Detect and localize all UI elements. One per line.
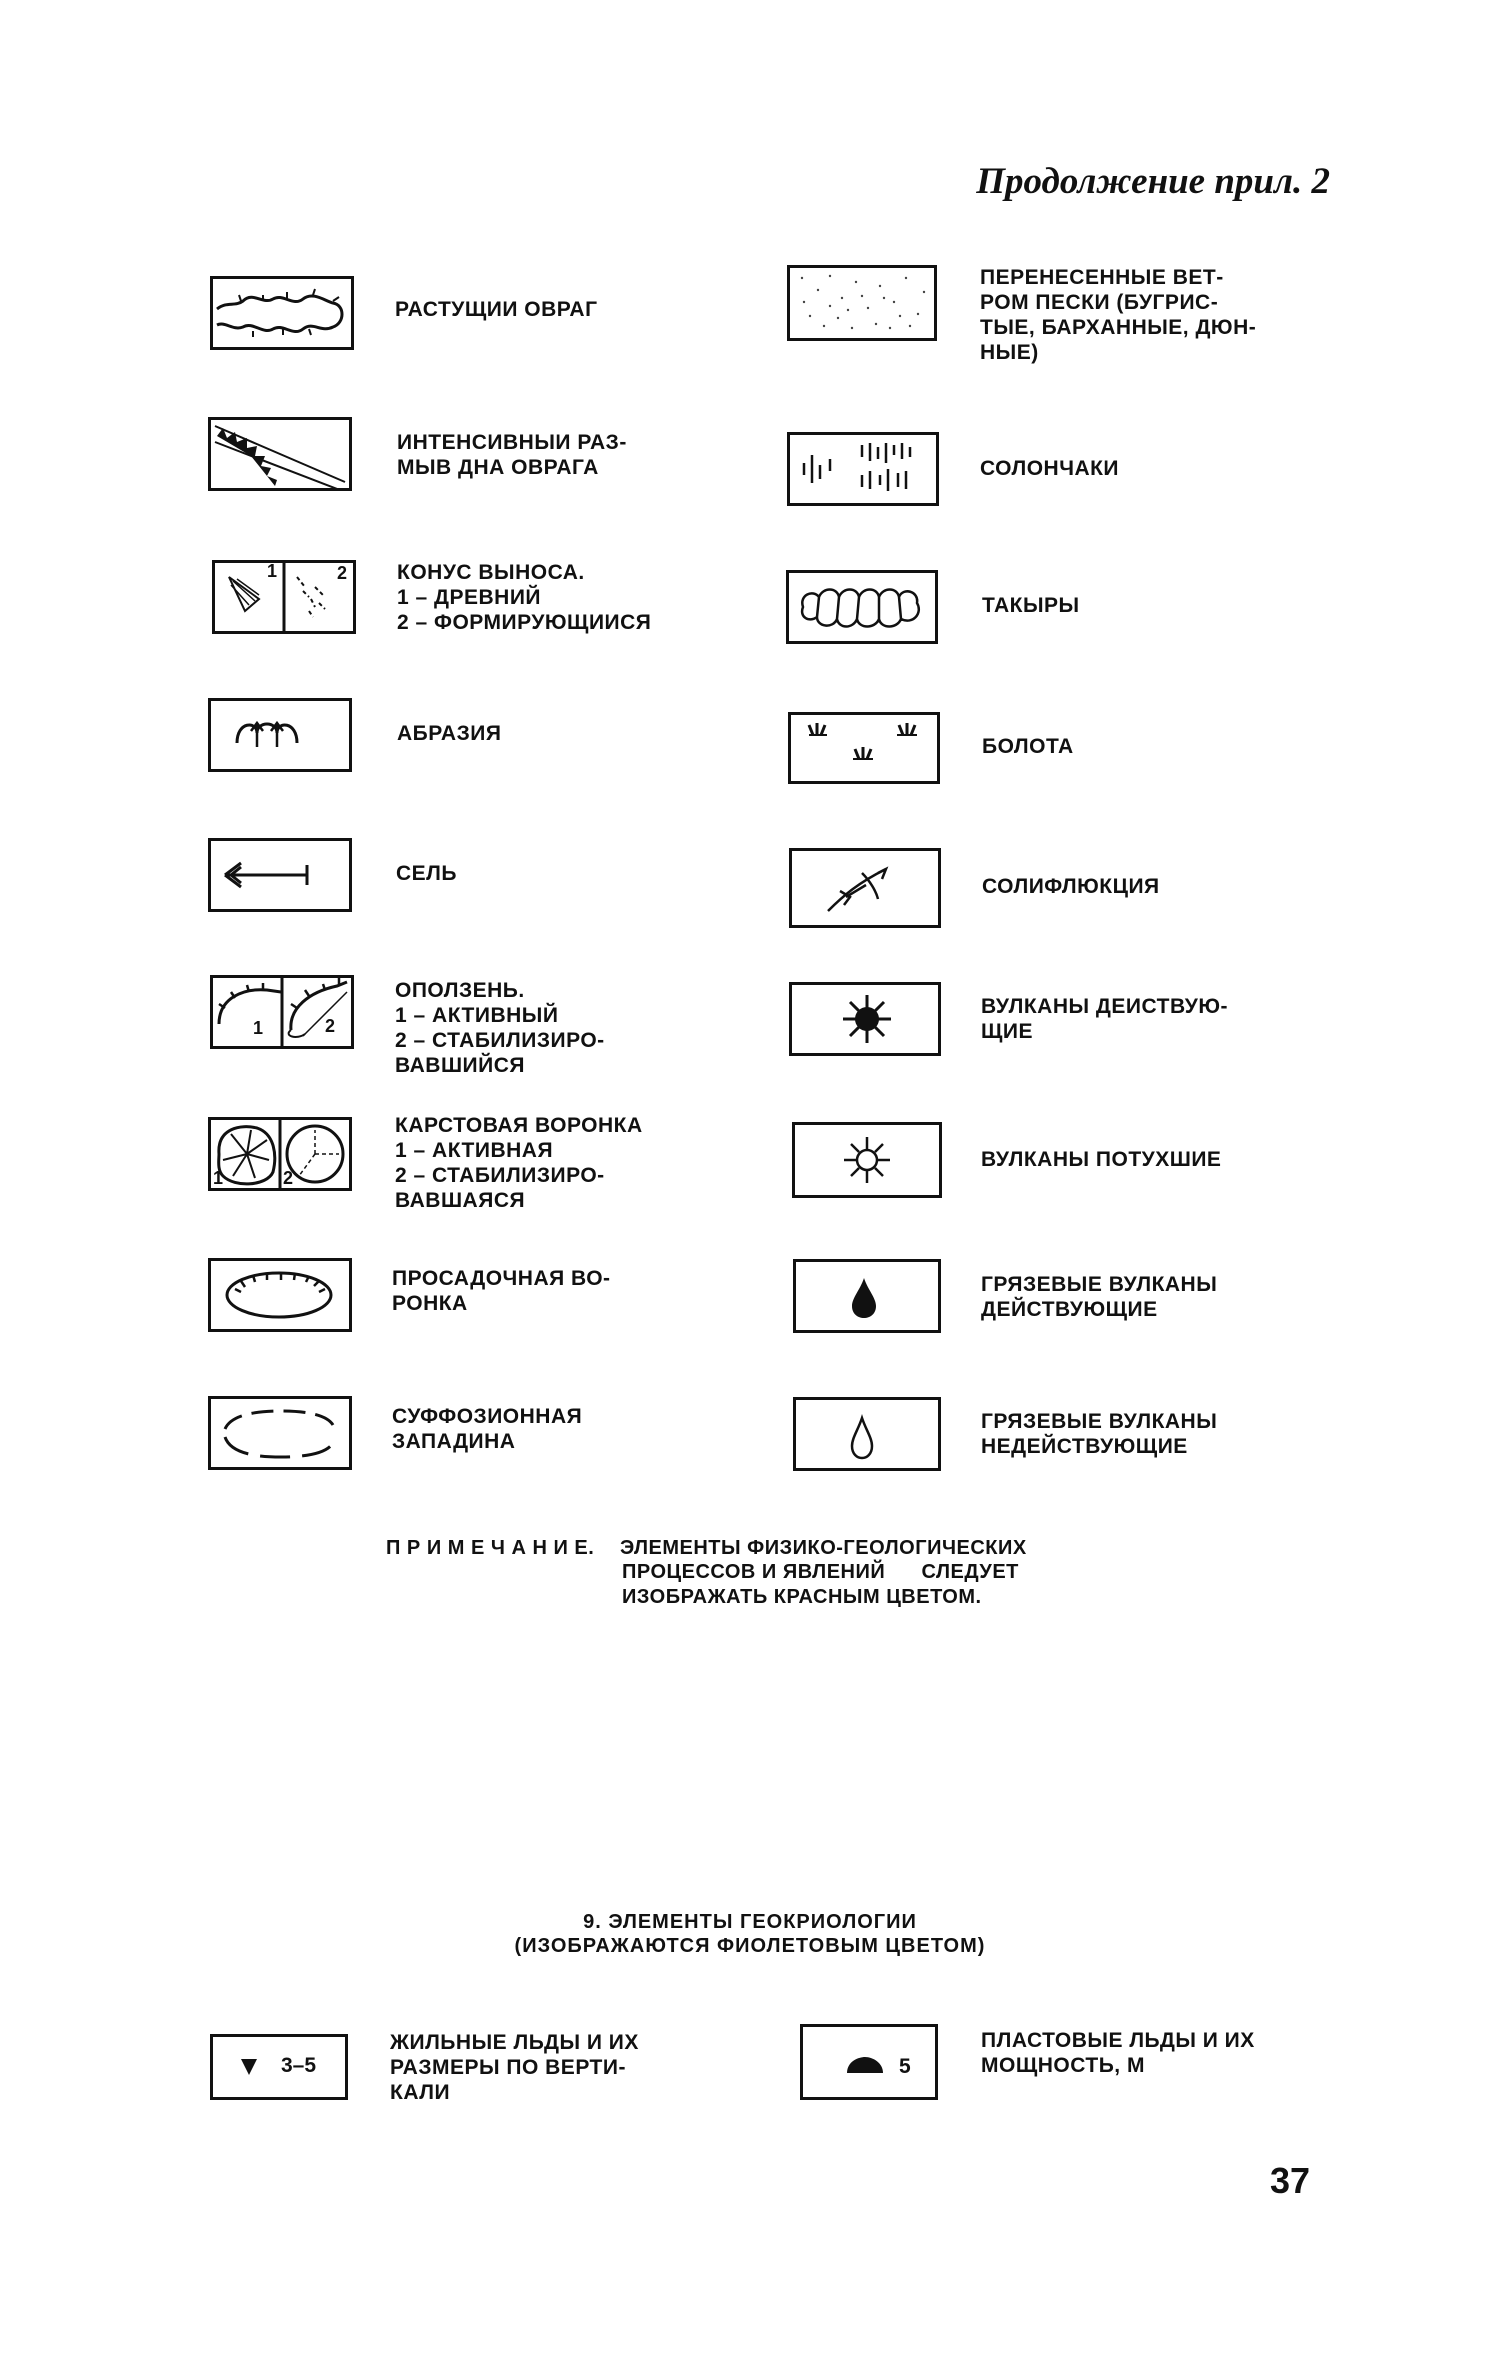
fan-number-2: 2 (337, 563, 348, 583)
ravine-erosion-icon (208, 417, 352, 491)
takyr-label: ТАКЫРЫ (982, 594, 1080, 617)
vein-ice-icon (210, 2034, 348, 2100)
landslide-icon (210, 975, 354, 1049)
section-9-title: 9. ЭЛЕМЕНТЫ ГЕОКРИОЛОГИИ (583, 1911, 917, 1933)
page-number: 37 (1270, 2160, 1311, 2201)
sheet-ice-value: 5 (899, 2055, 911, 2078)
swamp-icon (788, 712, 940, 784)
inactive-mud-volcano-label: ГРЯЗЕВЫЕ ВУЛКАНЫ НЕДЕЙСТВУЮЩИЕ (981, 1410, 1218, 1458)
fan-number-1: 1 (267, 561, 278, 581)
mudflow-icon (208, 838, 352, 912)
solifluction-label: СОЛИФЛЮКЦИЯ (982, 875, 1160, 898)
takyr-icon (786, 570, 938, 644)
vein-ice-value: 3–5 (281, 2054, 317, 2077)
note-line-1: ЭЛЕМЕНТЫ ФИЗИКО-ГЕОЛОГИЧЕСКИХ (620, 1537, 1027, 1559)
extinct-volcano-label: ВУЛКАНЫ ПОТУХШИЕ (981, 1148, 1222, 1171)
subsidence-funnel-label: ПРОСАДОЧНАЯ ВО- РОНКА (392, 1267, 611, 1315)
active-mud-volcano-label: ГРЯЗЕВЫЕ ВУЛКАНЫ ДЕЙСТВУЮЩИЕ (981, 1273, 1218, 1321)
subsidence-funnel-icon (208, 1258, 352, 1332)
mudflow-label: СЕЛЬ (396, 862, 458, 885)
solonchak-label: СОЛОНЧАКИ (980, 457, 1120, 480)
swamp-label: БОЛОТА (982, 735, 1074, 758)
active-volcano-label: ВУЛКАНЫ ДЕИСТВУЮ- ЩИЕ (981, 995, 1229, 1043)
growing-ravine-label: РАСТУЩИИ ОВРАГ (395, 298, 598, 321)
active-volcano-icon (789, 982, 941, 1056)
landslide-number-2: 2 (325, 1016, 336, 1036)
abrasion-label: АБРАЗИЯ (397, 722, 502, 745)
suffosion-depression-label: СУФФОЗИОННАЯ ЗАПАДИНА (392, 1405, 583, 1453)
karst-number-2: 2 (283, 1168, 294, 1188)
inactive-mud-volcano-icon (793, 1397, 941, 1471)
ravine-erosion-label: ИНТЕНСИВНЫИ РАЗ- МЫВ ДНА ОВРАГА (397, 431, 627, 479)
karst-funnel-icon (208, 1117, 352, 1191)
landslide-label: ОПОЛЗЕНЬ. 1 – АКТИВНЫЙ 2 – СТАБИЛИЗИРО- ВАВШИЙСЯ (395, 979, 605, 1077)
solonchak-icon (787, 432, 939, 506)
active-mud-volcano-icon (793, 1259, 941, 1333)
sheet-ice-icon (800, 2024, 938, 2100)
alluvial-fan-label: КОНУС ВЫНОСА. 1 – ДРЕВНИЙ 2 – ФОРМИРУЮЩИИСЯ (397, 561, 652, 634)
note-line-2: ПРОЦЕССОВ И ЯВЛЕНИЙ СЛЕДУЕТ (622, 1561, 1019, 1583)
landslide-number-1: 1 (253, 1018, 264, 1038)
karst-funnel-label: КАРСТОВАЯ ВОРОНКА 1 – АКТИВНАЯ 2 – СТАБИЛИЗИРО- ВАВШАЯСЯ (395, 1114, 643, 1212)
solifluction-icon (789, 848, 941, 928)
page-header: Продолжение прил. 2 (976, 161, 1330, 202)
sheet-ice-label: ПЛАСТОВЫЕ ЛЬДЫ И ИХ МОЩНОСТЬ, М (981, 2029, 1255, 2077)
vein-ice-label: ЖИЛЬНЫЕ ЛЬДЫ И ИХ РАЗМЕРЫ ПО ВЕРТИ- КАЛИ (390, 2031, 639, 2104)
note-prefix: П Р И М Е Ч А Н И Е. (386, 1537, 595, 1559)
suffosion-depression-icon (208, 1396, 352, 1470)
alluvial-fan-icon (212, 560, 356, 634)
abrasion-icon (208, 698, 352, 772)
extinct-volcano-icon (792, 1122, 942, 1198)
karst-number-1: 1 (213, 1168, 224, 1188)
growing-ravine-icon (210, 276, 354, 350)
wind-sand-icon (787, 265, 937, 341)
section-9-subtitle: (ИЗОБРАЖАЮТСЯ ФИОЛЕТОВЫМ ЦВЕТОМ) (514, 1935, 986, 1957)
note-line-3: ИЗОБРАЖАТЬ КРАСНЫМ ЦВЕТОМ. (622, 1586, 982, 1608)
wind-sand-label: ПЕРЕНЕСЕННЫЕ ВЕТ- РОМ ПЕСКИ (БУГРИС- ТЫЕ, БАРХАННЫЕ, ДЮН- НЫЕ) (980, 266, 1257, 364)
